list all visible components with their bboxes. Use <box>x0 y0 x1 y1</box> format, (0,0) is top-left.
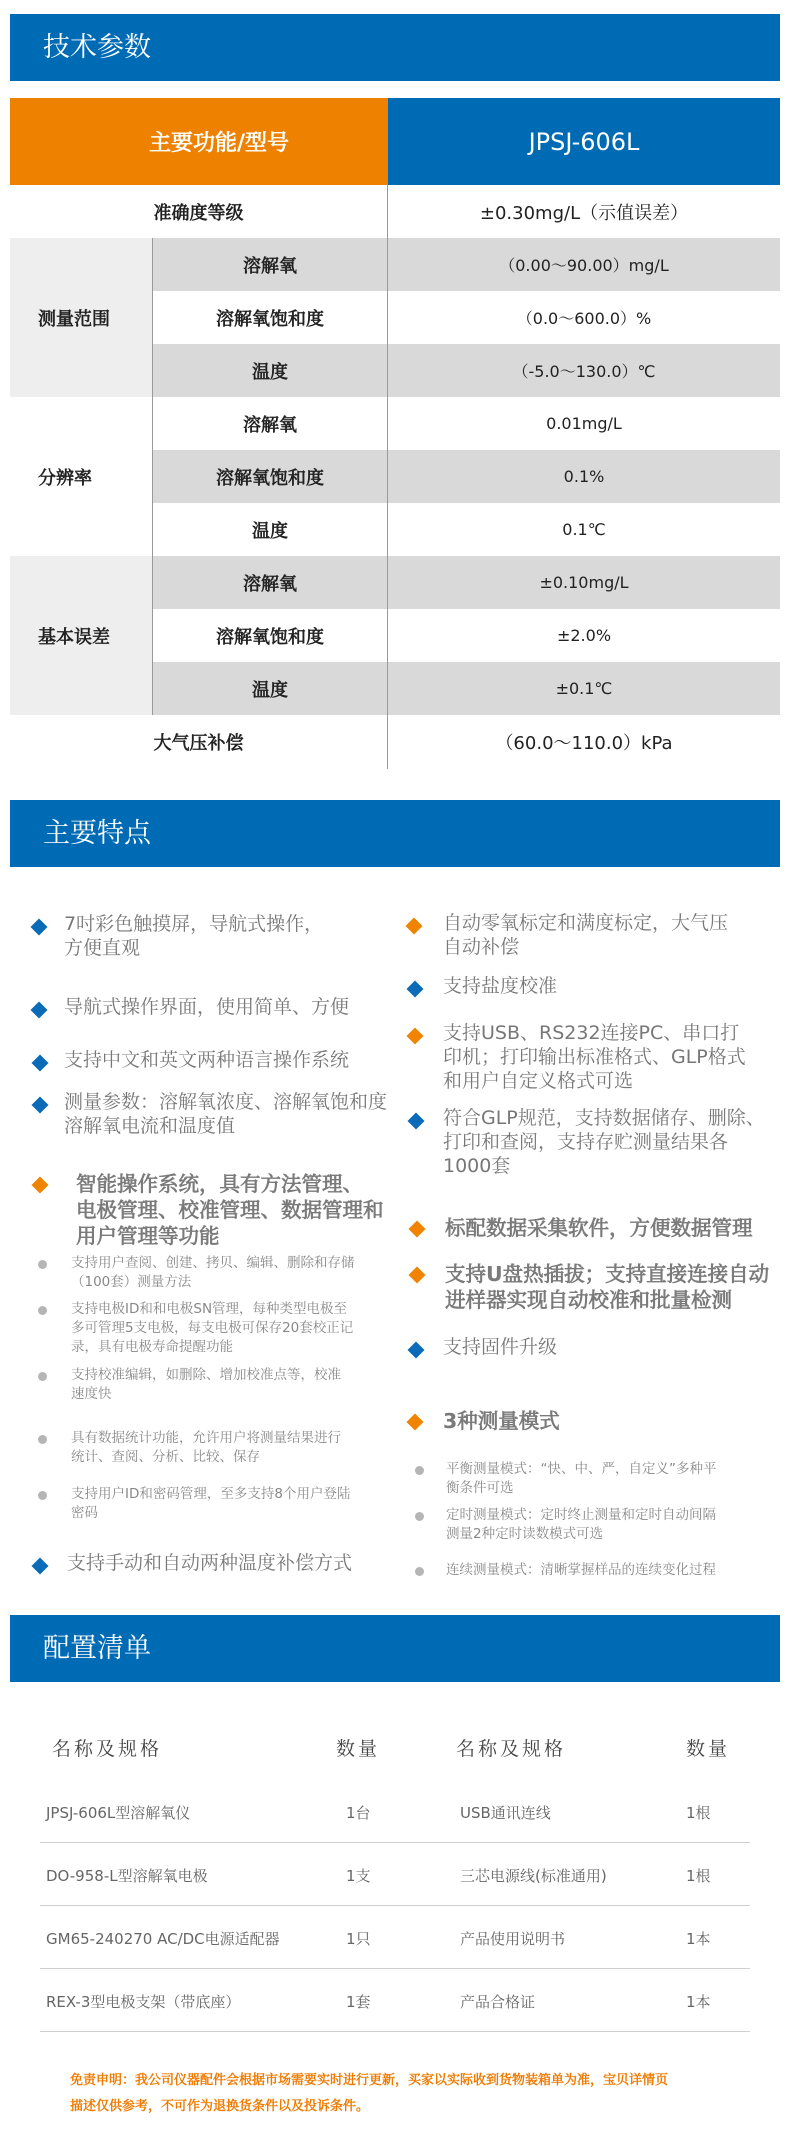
feature-item: 支持U盘热插拔；支持直接连接自动 进样器实现自动校准和批量检测 <box>445 1262 770 1312</box>
diamond-bullet-icon <box>407 1414 424 1431</box>
spec-value: 0.1% <box>563 467 605 486</box>
diamond-bullet-icon <box>408 1113 425 1130</box>
spec-value: （0.00～90.00）mg/L <box>499 256 669 275</box>
section-title: 技术参数 <box>43 32 151 63</box>
section-header-features <box>10 800 780 867</box>
feature-sub-item: 定时测量模式：定时终止测量和定时自动间隔 测量2种定时读数模式可选 <box>446 1507 716 1542</box>
section-title: 配置清单 <box>43 1633 151 1664</box>
spec-row <box>153 291 780 344</box>
spec-sub-label: 温度 <box>153 344 388 397</box>
dot-bullet-icon <box>415 1466 424 1475</box>
config-row: JPSJ-606L型溶解氧仪 1台 USB通讯连线 1根 <box>40 1780 750 1843</box>
feature-sub-item: 支持用户查阅、创建、拷贝、编辑、删除和存储 （100套）测量方法 <box>71 1255 355 1290</box>
spec-value: 0.1℃ <box>562 520 606 539</box>
header-model-number: JPSJ-606L <box>388 98 780 185</box>
spec-group-resolution <box>10 397 780 556</box>
group-label: 测量范围 <box>10 238 153 397</box>
spec-value: ±2.0% <box>556 626 612 645</box>
col-header-qty: 数量 <box>336 1738 381 1760</box>
spec-sub-label: 温度 <box>153 503 388 556</box>
spec-label: 大气压补偿 <box>10 715 388 769</box>
spec-value: ±0.10mg/L <box>539 573 629 592</box>
config-row: DO-958-L型溶解氧电极 1支 三芯电源线(标准通用) 1根 <box>40 1843 750 1906</box>
feature-item: 自动零氧标定和满度标定，大气压 自动补偿 <box>443 912 729 958</box>
spec-value: ±0.1℃ <box>555 679 613 698</box>
feature-item: 测量参数：溶解氧浓度、溶解氧饱和度 溶解氧电流和温度值 <box>64 1091 388 1137</box>
spec-row <box>153 344 780 397</box>
dot-bullet-icon <box>38 1260 47 1269</box>
feature-item: 支持盐度校准 <box>443 975 558 997</box>
diamond-bullet-icon <box>406 918 423 935</box>
feature-item: 支持中文和英文两种语言操作系统 <box>64 1049 350 1071</box>
diamond-bullet-icon <box>32 1558 49 1575</box>
dot-bullet-icon <box>38 1306 47 1315</box>
feature-sub-item: 平衡测量模式：“快、中、严，自定义”多种平 衡条件可选 <box>446 1461 717 1496</box>
diamond-bullet-icon <box>407 981 424 998</box>
spec-sub-label: 溶解氧饱和度 <box>153 609 388 662</box>
spec-value: （0.0～600.0）% <box>516 309 652 328</box>
feature-item: 支持手动和自动两种温度补偿方式 <box>67 1552 353 1574</box>
dot-bullet-icon <box>415 1567 424 1576</box>
diamond-bullet-icon <box>409 1221 426 1238</box>
col-header-name: 名称及规格 <box>52 1738 163 1760</box>
group-label: 分辨率 <box>10 397 153 556</box>
spec-row <box>153 609 780 662</box>
config-row: REX-3型电极支架（带底座） 1套 产品合格证 1本 <box>40 1969 750 2032</box>
spec-row <box>153 238 780 291</box>
diamond-bullet-icon <box>32 1097 49 1114</box>
dot-bullet-icon <box>38 1372 47 1381</box>
feature-item: 智能操作系统，具有方法管理、 电极管理、校准管理、数据管理和 用户管理等功能 <box>76 1172 384 1248</box>
diamond-bullet-icon <box>31 919 48 936</box>
feature-sub-item: 支持校准编辑，如删除、增加校准点等，校准 速度快 <box>71 1367 341 1402</box>
feature-item: 标配数据采集软件，方便数据管理 <box>445 1216 753 1240</box>
feature-item: 支持USB、RS232连接PC、串口打 印机；打印输出标准格式、GLP格式 和用户自定义格式可选 <box>443 1022 746 1092</box>
spec-sub-label: 溶解氧饱和度 <box>153 291 388 344</box>
feature-item: 符合GLP规范，支持数据储存、删除、 打印和查阅，支持存贮测量结果各 1000套 <box>443 1107 765 1177</box>
col-header-qty: 数量 <box>686 1738 731 1760</box>
spec-group-range <box>10 238 780 397</box>
config-table-header <box>40 1720 750 1780</box>
spec-row <box>153 450 780 503</box>
spec-value: （60.0～110.0）kPa <box>495 733 673 754</box>
diamond-bullet-icon <box>32 1055 49 1072</box>
disclaimer-text: 免责申明：我公司仪器配件会根据市场需要实时进行更新，买家以实际收到货物装箱单为准，宝贝详情页 描述仅供参考，不可作为退换货条件以及投诉条件。 <box>70 2073 669 2114</box>
col-header-name: 名称及规格 <box>456 1738 567 1760</box>
dot-bullet-icon <box>415 1512 424 1521</box>
config-row: GM65-240270 AC/DC电源适配器 1只 产品使用说明书 1本 <box>40 1906 750 1969</box>
feature-sub-item: 支持用户ID和密码管理，至多支持8个用户登陆 密码 <box>71 1486 351 1521</box>
header-function-model: 主要功能/型号 <box>10 98 388 185</box>
spec-value: （-5.0～130.0）℃ <box>512 362 656 381</box>
section-header-config <box>10 1615 780 1682</box>
spec-label: 准确度等级 <box>10 185 388 238</box>
spec-value: ±0.30mg/L（示值误差） <box>479 202 689 224</box>
feature-sub-item: 支持电极ID和和电极SN管理，每种类型电极至 多可管理5支电极，每支电极可保存20套校正记 录，具有电极寿命提醒功能 <box>71 1301 354 1355</box>
group-label: 基本误差 <box>10 556 153 715</box>
spec-row-accuracy <box>10 185 780 238</box>
spec-table <box>10 98 780 769</box>
spec-group-basic-error <box>10 556 780 715</box>
spec-row <box>153 503 780 556</box>
config-table <box>40 1720 750 2032</box>
diamond-bullet-icon <box>408 1342 425 1359</box>
diamond-bullet-icon <box>31 1002 48 1019</box>
feature-sub-item: 连续测量模式：清晰掌握样品的连续变化过程 <box>446 1562 716 1578</box>
diamond-bullet-icon <box>409 1267 426 1284</box>
spec-row-pressure <box>10 715 780 769</box>
diamond-bullet-icon <box>407 1028 424 1045</box>
spec-sub-label: 溶解氧 <box>153 238 388 291</box>
feature-item: 3种测量模式 <box>443 1409 560 1433</box>
spec-sub-label: 溶解氧 <box>153 397 388 450</box>
diamond-bullet-icon <box>32 1177 49 1194</box>
spec-row <box>153 556 780 609</box>
spec-row <box>153 397 780 450</box>
spec-table-header <box>10 98 780 185</box>
dot-bullet-icon <box>38 1435 47 1444</box>
spec-sub-label: 溶解氧饱和度 <box>153 450 388 503</box>
feature-item: 7吋彩色触摸屏，导航式操作， 方便直观 <box>64 913 324 959</box>
dot-bullet-icon <box>38 1491 47 1500</box>
feature-item: 导航式操作界面，使用简单、方便 <box>64 996 350 1018</box>
feature-sub-item: 具有数据统计功能，允许用户将测量结果进行 统计、查阅、分析、比较、保存 <box>71 1430 341 1465</box>
spec-sub-label: 温度 <box>153 662 388 715</box>
spec-row <box>153 662 780 715</box>
section-title: 主要特点 <box>43 818 151 849</box>
feature-item: 支持固件升级 <box>443 1336 558 1358</box>
spec-value: 0.01mg/L <box>546 414 622 433</box>
spec-sub-label: 溶解氧 <box>153 556 388 609</box>
section-header-tech-params <box>10 14 780 81</box>
